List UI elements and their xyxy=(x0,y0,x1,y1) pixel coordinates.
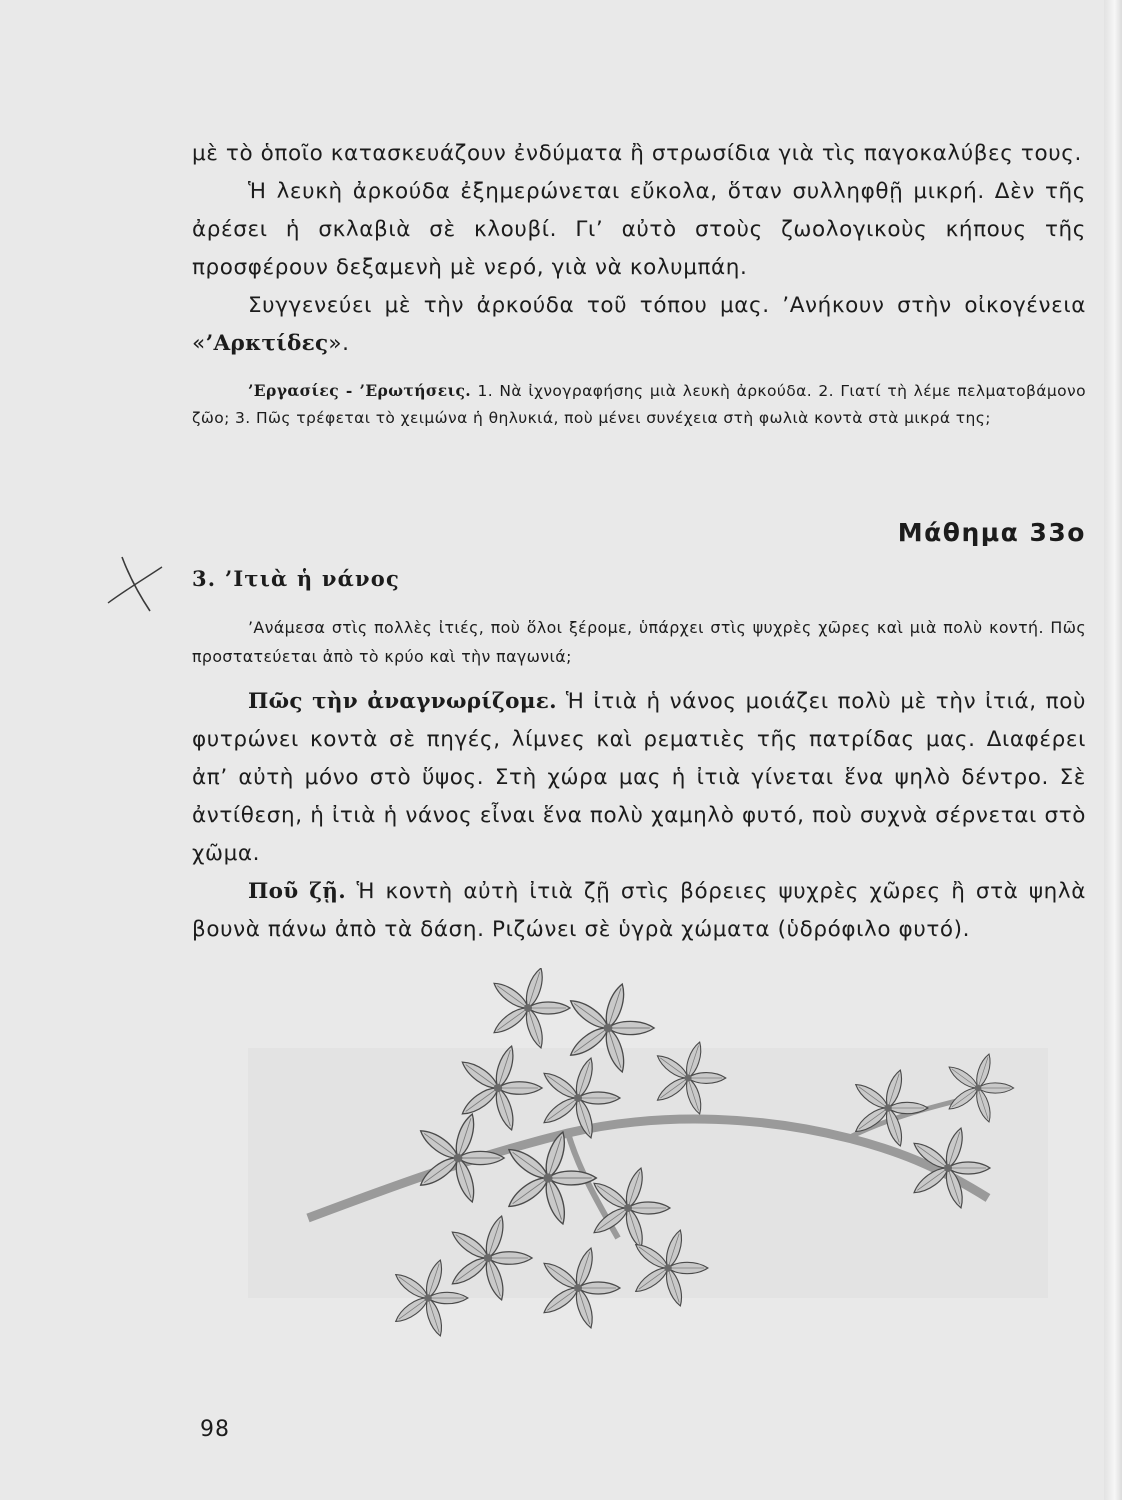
recognize-paragraph xyxy=(192,683,1086,873)
page-number: 98 xyxy=(200,1417,230,1442)
continued-paragraph: μὲ τὸ ὁποῖο κατασκευάζουν ἐνδύματα ἢ στρωσίδια γιὰ τὶς παγοκαλύβες τους. xyxy=(192,141,1082,166)
exercises-paragraph xyxy=(192,377,1086,432)
intro-paragraph: ’Ανάμεσα στὶς πολλὲς ἰτιές, ποὺ ὅλοι ξέρομε, ὑπάρχει στὶς ψυχρὲς χῶρες καὶ μιὰ πολὺ κοντή. Πῶς προστατεύεται ἀπὸ τὸ κρύο καὶ τὴν παγωνιά; xyxy=(192,618,1086,666)
family-text: Συγγενεύει μὲ τὴν ἀρκούδα τοῦ τόπου μας. ’Ανήκουν στὴν οἰκογένεια « xyxy=(192,293,1086,356)
recognize-label: Πῶς τὴν ἀναγνωρίζομε. xyxy=(248,689,557,714)
habitat-label: Ποῦ ζῇ. xyxy=(248,879,347,904)
recognize-text: Ἡ ἰτιὰ ἡ νάνος μοιάζει πολὺ μὲ τὴν ἰτιά, ποὺ φυτρώνει κοντὰ σὲ πηγές, λίμνες καὶ ρεματιὲς τῆς πατρίδας μας. Διαφέρει ἀπ’ αὐτὴ μόνο στὸ ὕψος. Στὴ χώρα μας ἡ ἰτιὰ γίνεται ἕνα ψηλὸ δέντρο. Σὲ ἀντίθεση, ἡ ἰτιὰ ἡ νάνος εἶναι ἕνα πολὺ χαμηλὸ φυτό, ποὺ συχνὰ σέρνεται στὸ χῶμα. xyxy=(192,689,1086,866)
lesson-heading: Μάθημα 33ο xyxy=(897,518,1086,547)
habitat-paragraph xyxy=(192,873,1086,949)
paragraph-family xyxy=(192,287,1086,363)
dwarf-willow-illustration xyxy=(248,968,1048,1370)
paragraph-domestication: Ἡ λευκὴ ἀρκούδα ἐξημερώνεται εὔκολα, ὅταν συλληφθῇ μικρή. Δὲν τῆς ἀρέσει ἡ σκλαβιὰ σὲ κλουβί. Γι’ αὐτὸ στοὺς ζωολογικοὺς κήπους τῆς προσφέρουν δεξαμενὴ μὲ νερό, γιὰ νὰ κολυμπάη. xyxy=(192,179,1086,280)
section-heading: 3. ’Ιτιὰ ἡ νάνος xyxy=(192,566,401,591)
handwritten-x-mark-icon xyxy=(104,553,166,615)
family-name: ’Αρκτίδες xyxy=(205,331,329,356)
habitat-text: Ἡ κοντὴ αὐτὴ ἰτιὰ ζῇ στὶς βόρειες ψυχρὲς χῶρες ἢ στὰ ψηλὰ βουνὰ πάνω ἀπὸ τὰ δάση. Ριζώνει σὲ ὑγρὰ χώματα (ὑδρόφιλο φυτό). xyxy=(192,879,1086,942)
exercises-text: 1. Νὰ ἰχνογραφήσης μιὰ λευκὴ ἀρκούδα. 2. Γιατί τὴ λέμε πελματοβάμονο ζῶο; 3. Πῶς τρέφεται τὸ χειμώνα ἡ θηλυκιά, ποὺ μένει συνέχεια στὴ φωλιὰ κοντὰ στὰ μικρά της; xyxy=(192,382,1086,427)
exercises-label: ’Εργασίες - ’Ερωτήσεις. xyxy=(248,381,472,400)
page-edge xyxy=(1104,0,1122,1500)
upper-text-block xyxy=(192,135,1086,432)
willow-section xyxy=(192,613,1086,949)
family-end: ». xyxy=(328,331,350,356)
